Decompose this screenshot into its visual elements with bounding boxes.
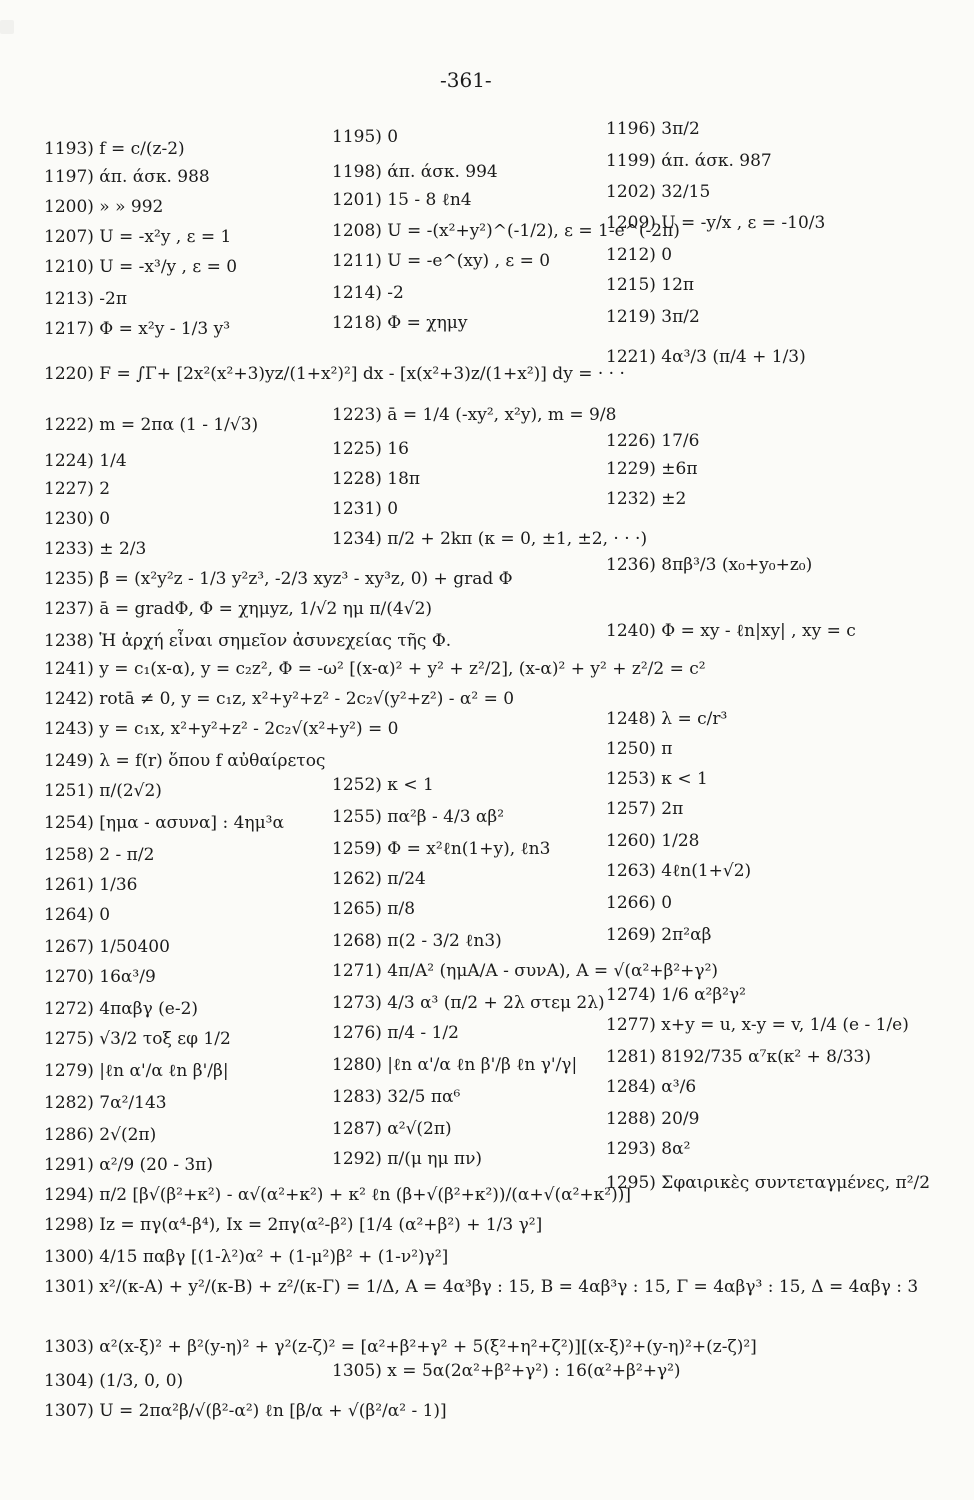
answer-item: 1264) 0	[44, 905, 111, 925]
answer-item: 1232) ±2	[606, 489, 687, 509]
answer-item: 1237) ā = gradΦ, Φ = χημyz, 1/√2 ημ π/(4√2)	[44, 599, 433, 619]
answer-item: 1301) x²/(κ-A) + y²/(κ-B) + z²/(κ-Γ) = 1/Δ, A = 4α³βγ : 15, B = 4αβ³γ : 15, Γ = 4αβγ³ : 15, Δ = 4αβγ : 3	[44, 1277, 919, 1297]
page-number: -361-	[440, 68, 492, 92]
answer-item: 1304) (1/3, 0, 0)	[44, 1371, 184, 1391]
answer-item: 1202) 32/15	[606, 182, 711, 202]
answer-item: 1225) 16	[332, 439, 409, 459]
answer-item: 1249) λ = f(r) ὅπου f αὐθαίρετος	[44, 751, 326, 771]
answer-item: 1212) 0	[606, 245, 673, 265]
answer-item: 1227) 2	[44, 479, 111, 499]
answer-item: 1211) U = -e^(xy) , ε = 0	[332, 251, 551, 271]
answer-item: 1251) π/(2√2)	[44, 781, 162, 801]
answer-item: 1228) 18π	[332, 469, 421, 489]
answer-item: 1242) rotā ≠ 0, y = c₁z, x²+y²+z² - 2c₂√(y²+z²) - α² = 0	[44, 689, 515, 709]
answer-item: 1267) 1/50400	[44, 937, 170, 957]
answer-item: 1221) 4α³/3 (π/4 + 1/3)	[606, 347, 806, 367]
answer-item: 1215) 12π	[606, 275, 695, 295]
answer-item: 1275) √3/2 τοξ εφ 1/2	[44, 1029, 231, 1049]
answer-item: 1200) » » 992	[44, 197, 164, 217]
scan-mark	[0, 20, 14, 34]
answer-item: 1276) π/4 - 1/2	[332, 1023, 459, 1043]
answer-item: 1235) β̄ = (x²y²z - 1/3 y²z³, -2/3 xyz³ - xy³z, 0) + grad Φ	[44, 569, 513, 589]
answer-item: 1222) m = 2πα (1 - 1/√3)	[44, 415, 259, 435]
answer-item: 1208) U = -(x²+y²)^(-1/2), ε = 1-e^(-2π)	[332, 221, 680, 241]
answer-item: 1300) 4/15 παβγ [(1-λ²)α² + (1-μ²)β² + (1-ν²)γ²]	[44, 1247, 449, 1267]
answer-item: 1218) Φ = χημy	[332, 313, 468, 333]
answer-item: 1268) π(2 - 3/2 ℓn3)	[332, 931, 502, 951]
answer-item: 1193) f = c/(z-2)	[44, 139, 185, 159]
answer-item: 1257) 2π	[606, 799, 684, 819]
answer-item: 1270) 16α³/9	[44, 967, 156, 987]
answer-item: 1282) 7α²/143	[44, 1093, 167, 1113]
answer-item: 1223) ā = 1/4 (-xy², x²y), m = 9/8	[332, 405, 617, 425]
answer-item: 1295) Σφαιρικὲς συντεταγμένες, π²/2	[606, 1173, 931, 1193]
answer-item: 1254) [ημα - ασυνα] : 4ημ³α	[44, 813, 284, 833]
answer-item: 1197) άπ. άσκ. 988	[44, 167, 210, 187]
answer-item: 1207) U = -x²y , ε = 1	[44, 227, 232, 247]
answer-item: 1238) Ἡ ἀρχή εἶναι σημεῖον ἀσυνεχείας τῆς Φ.	[44, 631, 452, 651]
answer-item: 1231) 0	[332, 499, 399, 519]
answer-item: 1214) -2	[332, 283, 404, 303]
answer-item: 1220) F = ∫Γ+ [2x²(x²+3)yz/(1+x²)²] dx - [x(x²+3)z/(1+x²)] dy = · · ·	[44, 364, 625, 384]
answer-item: 1279) |ℓn α'/α ℓn β'/β|	[44, 1061, 229, 1081]
answer-item: 1233) ± 2/3	[44, 539, 147, 559]
answer-item: 1305) x = 5α(2α²+β²+γ²) : 16(α²+β²+γ²)	[332, 1361, 681, 1381]
answer-item: 1303) α²(x-ξ)² + β²(y-η)² + γ²(z-ζ)² = [α²+β²+γ² + 5(ξ²+η²+ζ²)][(x-ξ)²+(y-η)²+(z-ζ)²]	[44, 1337, 757, 1357]
answer-item: 1201) 15 - 8 ℓn4	[332, 190, 472, 210]
answer-item: 1258) 2 - π/2	[44, 845, 155, 865]
answer-item: 1241) y = c₁(x-α), y = c₂z², Φ = -ω² [(x-α)² + y² + z²/2], (x-α)² + y² + z²/2 = c²	[44, 659, 706, 679]
answer-item: 1236) 8πβ³/3 (x₀+y₀+z₀)	[606, 555, 813, 575]
answer-item: 1210) U = -x³/y , ε = 0	[44, 257, 238, 277]
answer-item: 1260) 1/28	[606, 831, 700, 851]
answer-item: 1229) ±6π	[606, 459, 698, 479]
answer-item: 1226) 17/6	[606, 431, 700, 451]
answer-item: 1265) π/8	[332, 899, 416, 919]
answer-item: 1280) |ℓn α'/α ℓn β'/β ℓn γ'/γ|	[332, 1055, 578, 1075]
answer-item: 1234) π/2 + 2kπ (κ = 0, ±1, ±2, · · ·)	[332, 529, 648, 549]
answer-item: 1281) 8192/735 α⁷κ(κ² + 8/33)	[606, 1047, 871, 1067]
answer-item: 1255) πα²β - 4/3 αβ²	[332, 807, 505, 827]
answer-item: 1272) 4παβγ (e-2)	[44, 999, 199, 1019]
answer-item: 1307) U = 2πα²β/√(β²-α²) ℓn [β/α + √(β²/α² - 1)]	[44, 1401, 447, 1421]
answer-item: 1224) 1/4	[44, 451, 127, 471]
answer-item: 1213) -2π	[44, 289, 128, 309]
answer-item: 1240) Φ = xy - ℓn|xy| , xy = c	[606, 621, 856, 641]
answer-item: 1250) π	[606, 739, 673, 759]
answer-item: 1274) 1/6 α²β²γ²	[606, 985, 746, 1005]
answer-item: 1277) x+y = u, x-y = v, 1/4 (e - 1/e)	[606, 1015, 909, 1035]
answer-item: 1271) 4π/A² (ημA/A - συνA), A = √(α²+β²+γ²)	[332, 961, 719, 981]
answer-item: 1219) 3π/2	[606, 307, 700, 327]
answer-item: 1199) άπ. άσκ. 987	[606, 151, 772, 171]
answer-item: 1293) 8α²	[606, 1139, 691, 1159]
answer-item: 1292) π/(μ ημ πν)	[332, 1149, 483, 1169]
answer-item: 1298) Iz = πγ(α⁴-β⁴), Ix = 2πγ(α²-β²) [1/4 (α²+β²) + 1/3 γ²]	[44, 1215, 543, 1235]
answer-item: 1195) 0	[332, 127, 399, 147]
answer-item: 1286) 2√(2π)	[44, 1125, 157, 1145]
answer-item: 1198) άπ. άσκ. 994	[332, 162, 498, 182]
answer-item: 1263) 4ℓn(1+√2)	[606, 861, 752, 881]
answer-item: 1288) 20/9	[606, 1109, 700, 1129]
answer-item: 1284) α³/6	[606, 1077, 697, 1097]
answer-item: 1294) π/2 [β√(β²+κ²) - α√(α²+κ²) + κ² ℓn (β+√(β²+κ²))/(α+√(α²+κ²))]	[44, 1185, 631, 1205]
answer-item: 1230) 0	[44, 509, 111, 529]
answer-item: 1283) 32/5 πα⁶	[332, 1087, 461, 1107]
answer-item: 1291) α²/9 (20 - 3π)	[44, 1155, 213, 1175]
answer-item: 1261) 1/36	[44, 875, 138, 895]
answer-item: 1262) π/24	[332, 869, 426, 889]
answer-item: 1266) 0	[606, 893, 673, 913]
answer-item: 1273) 4/3 α³ (π/2 + 2λ στεμ 2λ)	[332, 993, 605, 1013]
answer-item: 1287) α²√(2π)	[332, 1119, 452, 1139]
answer-item: 1217) Φ = x²y - 1/3 y³	[44, 319, 231, 339]
answer-item: 1243) y = c₁x, x²+y²+z² - 2c₂√(x²+y²) = 0	[44, 719, 399, 739]
answer-item: 1196) 3π/2	[606, 119, 700, 139]
answer-item: 1253) κ < 1	[606, 769, 708, 789]
answer-item: 1248) λ = c/r³	[606, 709, 728, 729]
answer-item: 1259) Φ = x²ℓn(1+y), ℓn3	[332, 839, 551, 859]
answer-item: 1269) 2π²αβ	[606, 925, 712, 945]
answer-item: 1252) κ < 1	[332, 775, 434, 795]
answer-item: 1209) U = -y/x , ε = -10/3	[606, 213, 826, 233]
